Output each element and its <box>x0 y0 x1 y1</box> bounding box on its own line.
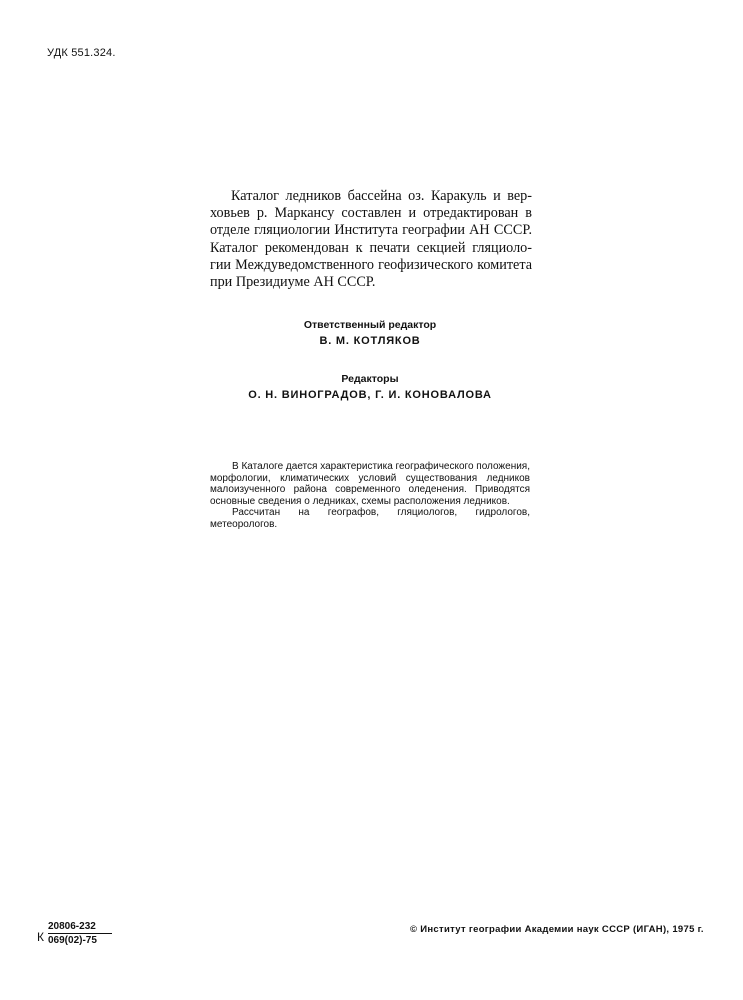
annotation-paragraph: В Каталоге дается характеристика географического положения, морфологии, климатических условий существования ледников малоизученного района современного оледенения. Приводятся основные сведения о ледниках, схемы расположения ледников. <box>210 461 530 507</box>
responsible-editor-block <box>200 318 540 349</box>
responsible-editor-name: В. М. КОТЛЯКОВ <box>319 335 421 347</box>
publication-code-numerator: 20806-232 <box>48 921 112 934</box>
publication-code-letter: К <box>37 930 44 944</box>
annotation-paragraph: Рассчитан на географов, гляциологов, гидрологов, метеорологов. <box>210 507 530 530</box>
intro-line: Каталог рекомендован к печати секцией гляциоло- <box>210 239 532 256</box>
responsible-editor-role: Ответственный редактор <box>303 319 437 331</box>
intro-paragraph <box>210 188 532 291</box>
intro-line: ховьев р. Маркансу составлен и отредактирован в <box>210 205 532 222</box>
publication-code-fraction <box>48 921 128 946</box>
editors-names: О. Н. ВИНОГРАДОВ, Г. И. КОНОВАЛОВА <box>248 389 492 401</box>
copyright-notice: © Институт географии Академии наук СССР (ИГАН), 1975 г. <box>410 924 704 935</box>
intro-line: Каталог ледников бассейна оз. Каракуль и вер- <box>231 188 532 204</box>
annotation <box>210 461 530 531</box>
publication-code-denominator: 069(02)-75 <box>48 935 97 946</box>
editors-role: Редакторы <box>341 373 399 385</box>
intro-line: гии Междуведомственного геофизического комитета <box>210 256 532 273</box>
editors-block <box>200 372 540 403</box>
intro-line: при Президиуме АН СССР. <box>210 274 376 291</box>
udk-code: УДК 551.324. <box>47 47 116 59</box>
intro-line: отделе гляциологии Института географии АН СССР. <box>210 222 532 239</box>
